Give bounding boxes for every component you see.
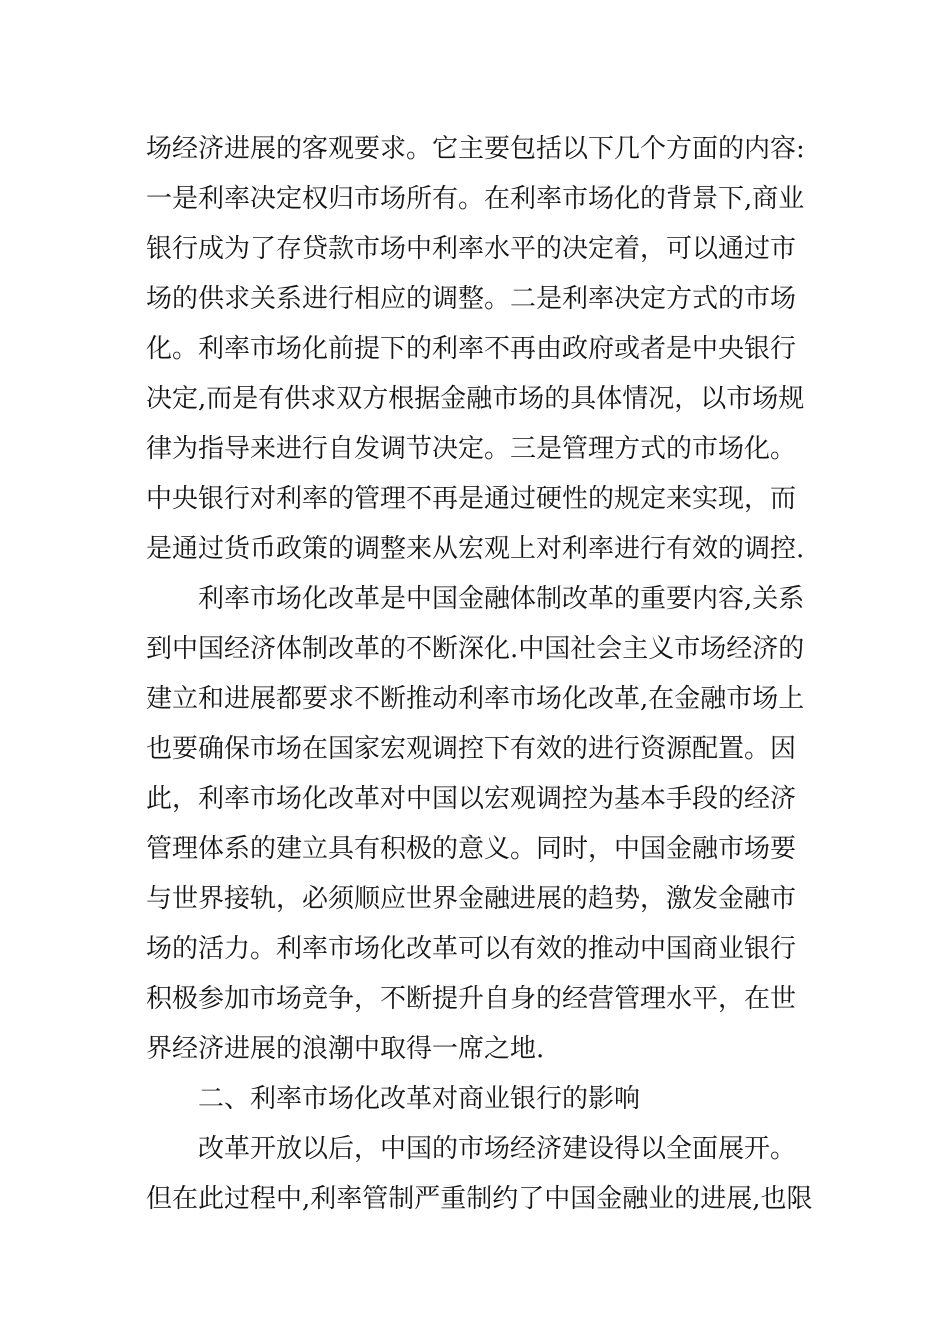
text-line: 利率市场化改革是中国金融体制改革的重要内容,关系 xyxy=(198,584,805,614)
text-line: 建立和进展都要求不断推动利率市场化改革,在金融市场上 xyxy=(146,684,805,714)
text-line: 管理体系的建立具有积极的意义。同时，中国金融市场要 xyxy=(146,834,797,864)
text-line: 化。利率市场化前提下的利率不再由政府或者是中央银行 xyxy=(146,334,797,364)
text-line: 场的活力。利率市场化改革可以有效的推动中国商业银行 xyxy=(146,934,797,964)
text-line: 到中国经济体制改革的不断深化.中国社会主义市场经济的 xyxy=(146,634,805,664)
text-line: 改革开放以后，中国的市场经济建设得以全面展开。 xyxy=(198,1134,797,1164)
text-line: 也要确保市场在国家宏观调控下有效的进行资源配置。因 xyxy=(146,734,797,764)
text-line: 与世界接轨，必须顺应世界金融进展的趋势，激发金融市 xyxy=(146,884,797,914)
text-line: 二、利率市场化改革对商业银行的影响 xyxy=(198,1084,641,1114)
text-line: 积极参加市场竞争，不断提升自身的经营管理水平，在世 xyxy=(146,984,797,1014)
text-line: 场经济进展的客观要求。它主要包括以下几个方面的内容: xyxy=(146,134,805,164)
body-text xyxy=(146,124,813,1224)
text-line: 是通过货币政策的调整来从宏观上对利率进行有效的调控. xyxy=(146,534,805,564)
text-line: 一是利率决定权归市场所有。在利率市场化的背景下,商业 xyxy=(146,184,805,214)
text-line: 决定,而是有供求双方根据金融市场的具体情况，以市场规 xyxy=(146,384,805,414)
text-line: 界经济进展的浪潮中取得一席之地. xyxy=(146,1034,545,1064)
text-line: 中央银行对利率的管理不再是通过硬性的规定来实现，而 xyxy=(146,484,797,514)
text-line: 场的供求关系进行相应的调整。二是利率决定方式的市场 xyxy=(146,284,797,314)
text-line: 银行成为了存贷款市场中利率水平的决定着，可以通过市 xyxy=(146,234,797,264)
text-line: 此，利率市场化改革对中国以宏观调控为基本手段的经济 xyxy=(146,784,797,814)
text-line: 但在此过程中,利率管制严重制约了中国金融业的进展,也限 xyxy=(146,1184,813,1214)
text-line: 律为指导来进行自发调节决定。三是管理方式的市场化。 xyxy=(146,434,797,464)
